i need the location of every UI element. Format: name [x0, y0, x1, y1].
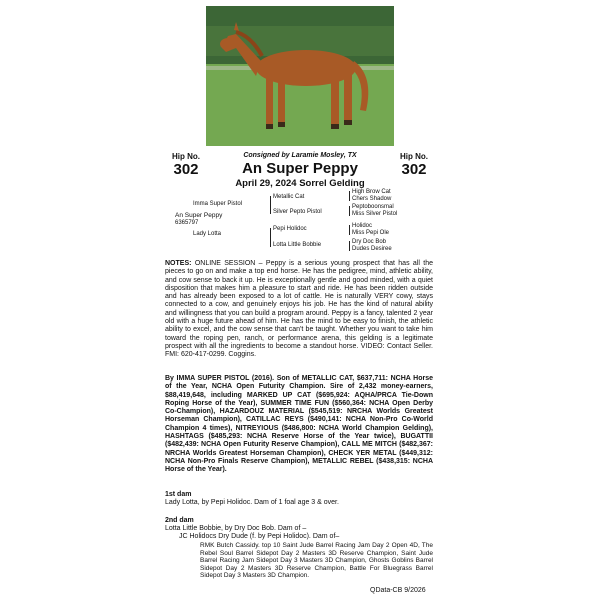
pedigree-dds: Dry Doc Bob: [352, 239, 387, 245]
pedigree-bracket: [349, 241, 350, 251]
second-dam-heading: 2nd dam: [165, 517, 194, 524]
pedigree-reg-number: 6365797: [175, 220, 199, 226]
horse-illustration: [206, 6, 394, 146]
pedigree-bracket: [270, 228, 271, 247]
pedigree-dam: Lady Lotta: [193, 231, 222, 237]
pedigree-dss: Holidoc: [352, 223, 373, 229]
pedigree-subject: An Super Peppy: [175, 212, 223, 219]
foaling-date-line: April 29, 2024 Sorrel Gelding: [235, 178, 365, 189]
pedigree-dam-sire: Pepi Holidoc: [273, 226, 307, 232]
pedigree-ddd: Dudes Desiree: [352, 246, 392, 252]
notes-label: NOTES:: [165, 260, 192, 267]
pedigree-sire-dam: Silver Pepto Pistol: [273, 209, 322, 215]
pedigree-dsd: Miss Pepi Ole: [352, 230, 390, 236]
pedigree-sire-sire: Metallic Cat: [273, 194, 305, 200]
pedigree-dam-dam: Lotta Little Bobbie: [273, 242, 322, 248]
pedigree-bracket: [349, 225, 350, 235]
pedigree-sdd: Miss Silver Pistol: [352, 211, 398, 217]
pedigree-sds: Peptoboonsmal: [352, 204, 394, 210]
first-dam-text: Lady Lotta, by Pepi Holidoc. Dam of 1 foal age 3 & over.: [165, 499, 339, 506]
pedigree-ssd: Chers Shadow: [352, 196, 392, 202]
first-dam-heading: 1st dam: [165, 491, 192, 498]
pedigree-sss: High Brow Cat: [352, 189, 391, 195]
pedigree-bracket: [270, 196, 271, 214]
hip-label: Hip No.: [400, 152, 428, 161]
hip-number-left: [168, 152, 204, 178]
notes-text: ONLINE SESSION – Peppy is a serious young prospect that has all the pieces to go on and make a top end horse. He has the pedigree, mind, athletic ability, and cow sense to back it up. He is exceptionally gentle and good minded, with a quiet disposition that makes him a pleasure to start and ride. He has been ridden outside and has already been exposed to a lot of cattle. He is naturally VERY cowy, stays connected to a cow, and genuinely enjoys his job. He has the kind of natural ability and willingness that you can build a program around. Peppy is a fancy, talented 2 year old with a huge future ahead of him. He has the mind to be easy to finish, the athletic ability to excel, and the cow sense that can't be taught. Whether you want to take him toward the roping pen, ranch, or performance arena, this gelding is a legitimate prospect with all the ingredients to become a standout horse. VIDEO: Contact Seller. FMI: 620-417-0299. Coggins.: [165, 260, 433, 359]
second-dam-line2: JC Holidocs Dry Dude (f. by Pepi Holidoc). Dam of–: [179, 533, 340, 540]
notes-paragraph: [165, 260, 433, 360]
sire-summary: By IMMA SUPER PISTOL (2016). Son of METALLIC CAT, $637,711: NCHA Horse of the Year, NCHA Open Futurity Champion. Sire of 2,432 money-earners, $88,419,648, including MARKED UP CAT ($695,924: AQHA/PRCA Tie-Down Roping Horse of the Year), SUMMER TIME FUN ($560,364: NCHA Open Derby Co-Champion), HAZARDOUZ MATERIAL ($545,519: NRCHA Worlds Greatest Horseman Champion), CATILLAC REYS ($490,141: NCHA Non-Pro Co-World Champion 4 times), NITREYIOUS ($486,800: NCHA World Champion Gelding), HASHTAGS ($485,293: NCHA Reserve Horse of the Year twice), BUGATTII ($482,439: NCHA Open Futurity Reserve Champion), CALL ME MITCH ($482,367: NRCHA Worlds Greatest Horseman Champion), CHECK YER METAL ($449,312: NCHA Non-Pro Finals Reserve Champion), METALLIC REBEL ($438,315: NCHA Horse of the Year).: [165, 375, 433, 474]
footer-credit: QData-CB 9/2026: [370, 587, 426, 594]
second-dam-line1: Lotta Little Bobbie, by Dry Doc Bob. Dam of –: [165, 525, 307, 532]
consignor-line: Consigned by Laramie Mosley, TX: [243, 152, 357, 159]
hip-value: 302: [401, 161, 427, 178]
horse-photo: [206, 6, 394, 146]
pedigree-bracket: [349, 206, 350, 216]
pedigree-sire: Imma Super Pistol: [193, 201, 243, 207]
second-dam-line3: RMK Butch Cassidy. top 10 Saint Jude Barrel Racing Jam Day 2 Open 4D, The Rebel Soul Barrel Sidepot Day 2 Masters 3D Reserve Champion, Saint Jude Barrel Racing Jam Sidepot Day 3 Masters 3D Champion, Ghosts Goblins Barrel Sidepot Day 2 Masters 3D Reserve Champion, Battle For Bluegrass Barrel Sidepot Day 3 Masters 3D Champion.: [200, 542, 433, 580]
hip-label: Hip No.: [172, 152, 200, 161]
hip-number-right: [396, 152, 432, 178]
hip-value: 302: [173, 161, 199, 178]
pedigree-bracket: [349, 191, 350, 201]
horse-name: An Super Peppy: [242, 160, 358, 177]
